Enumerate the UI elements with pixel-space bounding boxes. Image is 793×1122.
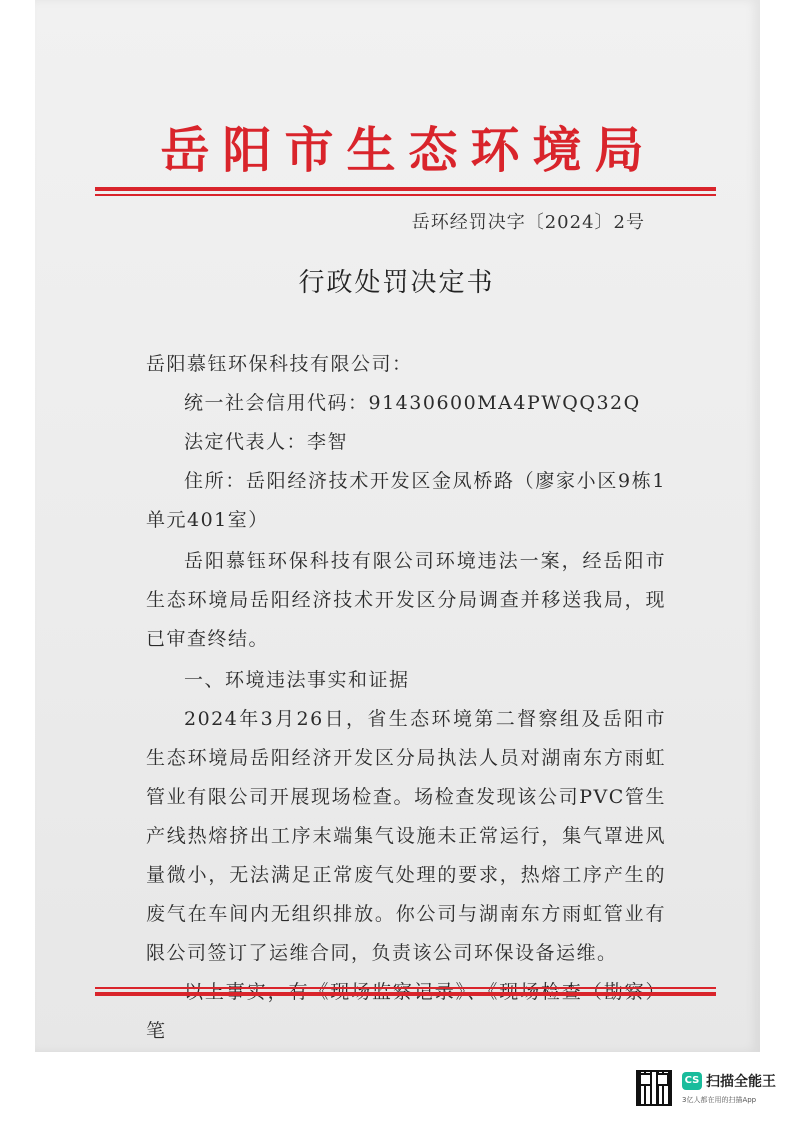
header-red-rule-thin [95,194,716,196]
footer-red-rule [95,992,716,996]
qr-code-icon [636,1070,672,1106]
scanner-watermark [628,1064,788,1112]
footer-red-rule-thin [95,987,716,989]
app-tagline: 3亿人都在用的扫描App [682,1096,757,1104]
document-title: 行政处罚决定书 [298,268,495,298]
credit-code-line: 统一社会信用代码：91430600MA4PWQQ32Q [184,392,641,414]
recipient-line: 岳阳慕钰环保科技有限公司： [146,353,413,375]
section1-paragraph: 2024年3月26日，省生态环境第二督察组及岳阳市生态环境局岳阳经济开发区分局执法人员对湖南东方雨虹管业有限公司开展现场检查。场检查发现该公司PVC管生产线热熔挤出工序末端集气设施未正常运行，集气罩进风量微小，无法满足正常废气处理的要求，热熔工序产生的废气在车间内无组织排放。你公司与湖南东方雨虹管业有限公司签订了运维合同，负责该公司环保设备运维。 [146,708,666,964]
document-body [146,345,666,1051]
legal-rep-line: 法定代表人：李智 [184,431,349,453]
app-name: 扫描全能王 [706,1074,776,1090]
document-number: 岳环经罚决字〔2024〕2号 [411,212,645,233]
section1-heading: 一、环境违法事实和证据 [184,669,410,691]
org-name-header: 岳阳市生态环境局 [160,122,657,179]
address-paragraph: 住所：岳阳经济技术开发区金凤桥路（廖家小区9栋1单元401室） [146,470,666,531]
evidence-paragraph: 笔 [146,1020,167,1042]
header-red-rule [95,187,716,191]
camscanner-logo-icon: CS [682,1072,702,1090]
intro-paragraph: 岳阳慕钰环保科技有限公司环境违法一案，经岳阳市生态环境局岳阳经济技术开发区分局调查并移送我局，现已审查终结。 [146,550,666,650]
